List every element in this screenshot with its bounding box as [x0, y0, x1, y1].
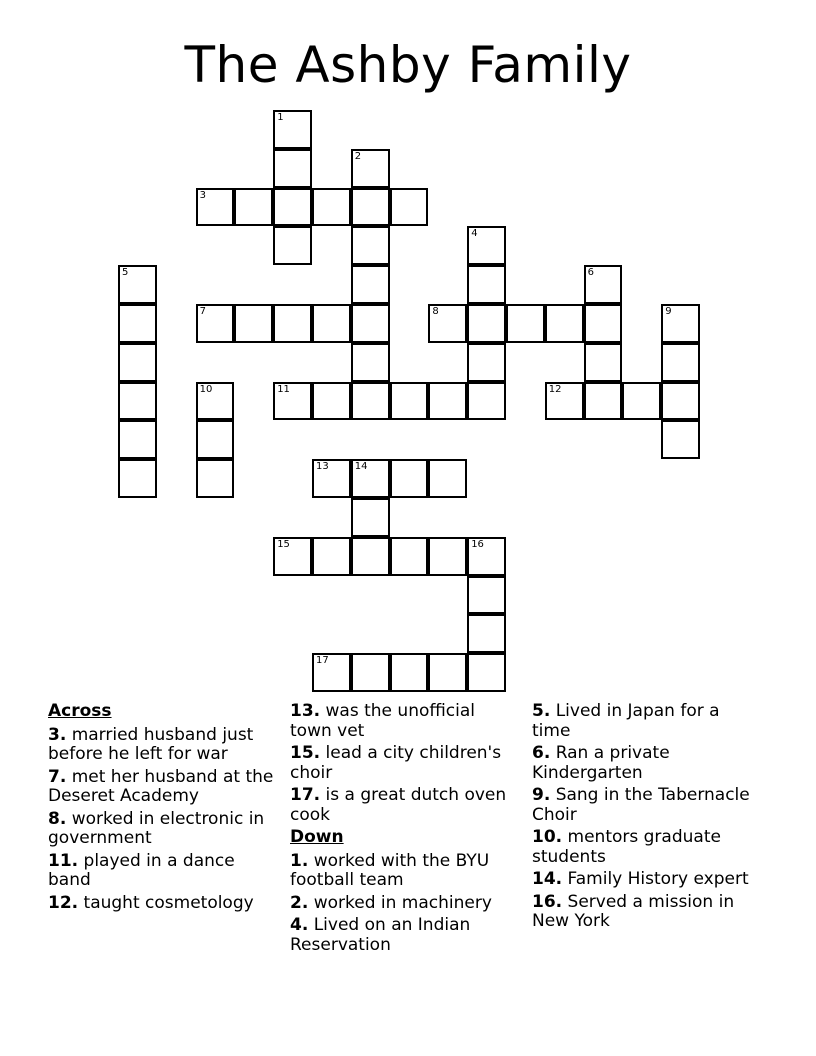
clue-text: mentors graduate students	[532, 827, 721, 867]
down-heading: Down	[290, 827, 344, 847]
grid-cell[interactable]	[273, 149, 312, 188]
grid-cell-number: 16	[471, 538, 484, 550]
puzzle-title: The Ashby Family	[184, 36, 632, 94]
clue-down-9	[532, 786, 762, 825]
grid-cell[interactable]	[312, 459, 351, 498]
grid-cell[interactable]	[196, 304, 235, 343]
clue-text: played in a dance band	[48, 850, 235, 890]
grid-cell[interactable]	[312, 382, 351, 421]
clue-number: 11.	[48, 850, 79, 871]
clue-across-11	[48, 852, 278, 891]
clue-across-13	[290, 702, 522, 741]
grid-cell[interactable]	[273, 226, 312, 265]
grid-cell[interactable]	[118, 343, 157, 382]
grid-cell[interactable]	[428, 459, 467, 498]
grid-cell[interactable]	[196, 188, 235, 227]
grid-cell[interactable]	[467, 382, 506, 421]
grid-cell[interactable]	[118, 420, 157, 459]
grid-cell[interactable]	[428, 382, 467, 421]
grid-cell-number: 8	[432, 306, 439, 317]
grid-cell[interactable]	[467, 265, 506, 304]
grid-cell[interactable]	[273, 382, 312, 421]
grid-cell[interactable]	[661, 304, 700, 343]
clue-number: 10.	[532, 827, 563, 847]
clue-number: 2.	[290, 892, 309, 913]
clue-number: 4.	[290, 915, 309, 935]
grid-cell[interactable]	[273, 110, 312, 149]
clue-number: 17.	[290, 785, 321, 805]
grid-cell[interactable]	[661, 420, 700, 459]
grid-cell[interactable]	[467, 304, 506, 343]
grid-cell[interactable]	[545, 382, 584, 421]
clue-text: Lived in Japan for a time	[532, 701, 720, 741]
clue-text: worked with the BYU football team	[290, 850, 490, 890]
clue-number: 8.	[48, 808, 67, 829]
clue-number: 1.	[290, 850, 309, 871]
clue-text: Family History expert	[567, 869, 749, 889]
grid-cell[interactable]	[273, 188, 312, 227]
clue-down-14	[532, 870, 762, 890]
grid-cell[interactable]	[118, 304, 157, 343]
clue-text: Sang in the Tabernacle Choir	[532, 785, 750, 825]
clue-across-17	[290, 786, 522, 825]
grid-cell[interactable]	[390, 537, 429, 576]
grid-cell[interactable]	[428, 304, 467, 343]
grid-cell-number: 12	[548, 383, 562, 395]
clue-number: 9.	[532, 785, 551, 805]
clue-text: married husband just before he left for war	[48, 724, 254, 764]
grid-cell[interactable]	[273, 537, 312, 576]
clue-across-3	[48, 726, 278, 765]
clue-down-5	[532, 702, 762, 741]
clue-number: 12.	[48, 892, 79, 913]
grid-cell[interactable]	[390, 653, 429, 692]
clue-down-4	[290, 916, 522, 955]
clue-text: is a great dutch oven cook	[290, 785, 507, 825]
grid-cell[interactable]	[351, 653, 390, 692]
clue-number: 15.	[290, 743, 321, 763]
clue-text: lead a city children's choir	[290, 743, 502, 783]
clue-text: met her husband at the Deseret Academy	[48, 766, 274, 806]
clues-column-2	[290, 702, 522, 958]
clue-across-12	[48, 894, 278, 914]
clues-column-1	[48, 702, 278, 916]
grid-cell[interactable]	[467, 653, 506, 692]
clue-number: 3.	[48, 724, 67, 745]
grid-cell[interactable]	[506, 304, 545, 343]
clue-number: 6.	[532, 743, 551, 763]
grid-cell-number: 14	[354, 461, 368, 473]
clue-down-6	[532, 744, 762, 783]
clue-number: 5.	[532, 701, 551, 721]
grid-cell-number: 15	[277, 538, 290, 550]
grid-cell[interactable]	[390, 188, 429, 227]
grid-cell[interactable]	[428, 537, 467, 576]
grid-cell[interactable]	[351, 226, 390, 265]
grid-cell[interactable]	[584, 382, 623, 421]
grid-cell[interactable]	[234, 188, 273, 227]
grid-cell-number: 13	[316, 461, 329, 473]
grid-cell[interactable]	[351, 304, 390, 343]
clue-text: worked in machinery	[313, 892, 492, 913]
grid-cell[interactable]	[351, 382, 390, 421]
grid-cell[interactable]	[196, 420, 235, 459]
grid-cell-number: 11	[277, 383, 290, 395]
grid-cell-number: 4	[471, 228, 478, 240]
grid-cell-number: 5	[122, 267, 129, 279]
grid-cell[interactable]	[118, 382, 157, 421]
clue-number: 14.	[532, 869, 563, 889]
grid-cell[interactable]	[196, 382, 235, 421]
clue-text: worked in electronic in government	[48, 808, 265, 848]
grid-cell-number: 6	[587, 267, 594, 279]
grid-cell[interactable]	[467, 576, 506, 615]
grid-cell[interactable]	[351, 343, 390, 382]
grid-cell[interactable]	[622, 382, 661, 421]
grid-cell[interactable]	[584, 343, 623, 382]
grid-cell[interactable]	[312, 188, 351, 227]
grid-cell[interactable]	[390, 459, 429, 498]
clue-number: 7.	[48, 766, 67, 787]
clues-column-3	[532, 702, 762, 935]
grid-cell[interactable]	[351, 459, 390, 498]
grid-cell-number: 2	[354, 150, 362, 162]
grid-cell[interactable]	[196, 459, 235, 498]
grid-cell-number: 7	[199, 306, 206, 317]
grid-cell-number: 9	[665, 306, 672, 317]
grid-cell[interactable]	[467, 343, 506, 382]
across-heading: Across	[48, 701, 112, 721]
grid-cell[interactable]	[661, 343, 700, 382]
clue-down-10	[532, 828, 762, 867]
grid-cell[interactable]	[312, 653, 351, 692]
clue-text: was the unofficial town vet	[290, 701, 476, 741]
grid-cell-number: 10	[199, 383, 213, 395]
grid-cell[interactable]	[234, 304, 273, 343]
clue-text: Served a mission in New York	[532, 891, 735, 931]
grid-cell[interactable]	[428, 653, 467, 692]
grid-cell[interactable]	[467, 226, 506, 265]
clue-down-16	[532, 893, 762, 932]
grid-cell[interactable]	[351, 149, 390, 188]
grid-cell[interactable]	[351, 537, 390, 576]
grid-cell-number: 17	[316, 655, 329, 667]
clue-across-15	[290, 744, 522, 783]
clue-text: Ran a private Kindergarten	[532, 743, 670, 783]
grid-cell[interactable]	[312, 304, 351, 343]
grid-cell[interactable]	[351, 265, 390, 304]
grid-cell[interactable]	[312, 537, 351, 576]
grid-cell[interactable]	[390, 382, 429, 421]
clue-number: 13.	[290, 701, 321, 721]
grid-cell[interactable]	[467, 614, 506, 653]
grid-cell[interactable]	[273, 304, 312, 343]
grid-cell[interactable]	[351, 498, 390, 537]
clue-across-7	[48, 768, 278, 807]
grid-cell[interactable]	[584, 304, 623, 343]
clue-down-1	[290, 852, 522, 891]
grid-cell[interactable]	[584, 265, 623, 304]
clue-down-2	[290, 894, 522, 914]
grid-cell[interactable]	[661, 382, 700, 421]
grid-cell-number: 3	[199, 189, 206, 201]
grid-cell[interactable]	[351, 188, 390, 227]
grid-cell-number: 1	[277, 112, 284, 123]
clue-text: Lived on an Indian Reservation	[290, 915, 471, 955]
clue-across-8	[48, 810, 278, 849]
clue-text: taught cosmetology	[83, 892, 254, 913]
clue-number: 16.	[532, 891, 563, 912]
grid-cell[interactable]	[467, 537, 506, 576]
grid-cell[interactable]	[118, 265, 157, 304]
grid-cell[interactable]	[118, 459, 157, 498]
grid-cell[interactable]	[545, 304, 584, 343]
